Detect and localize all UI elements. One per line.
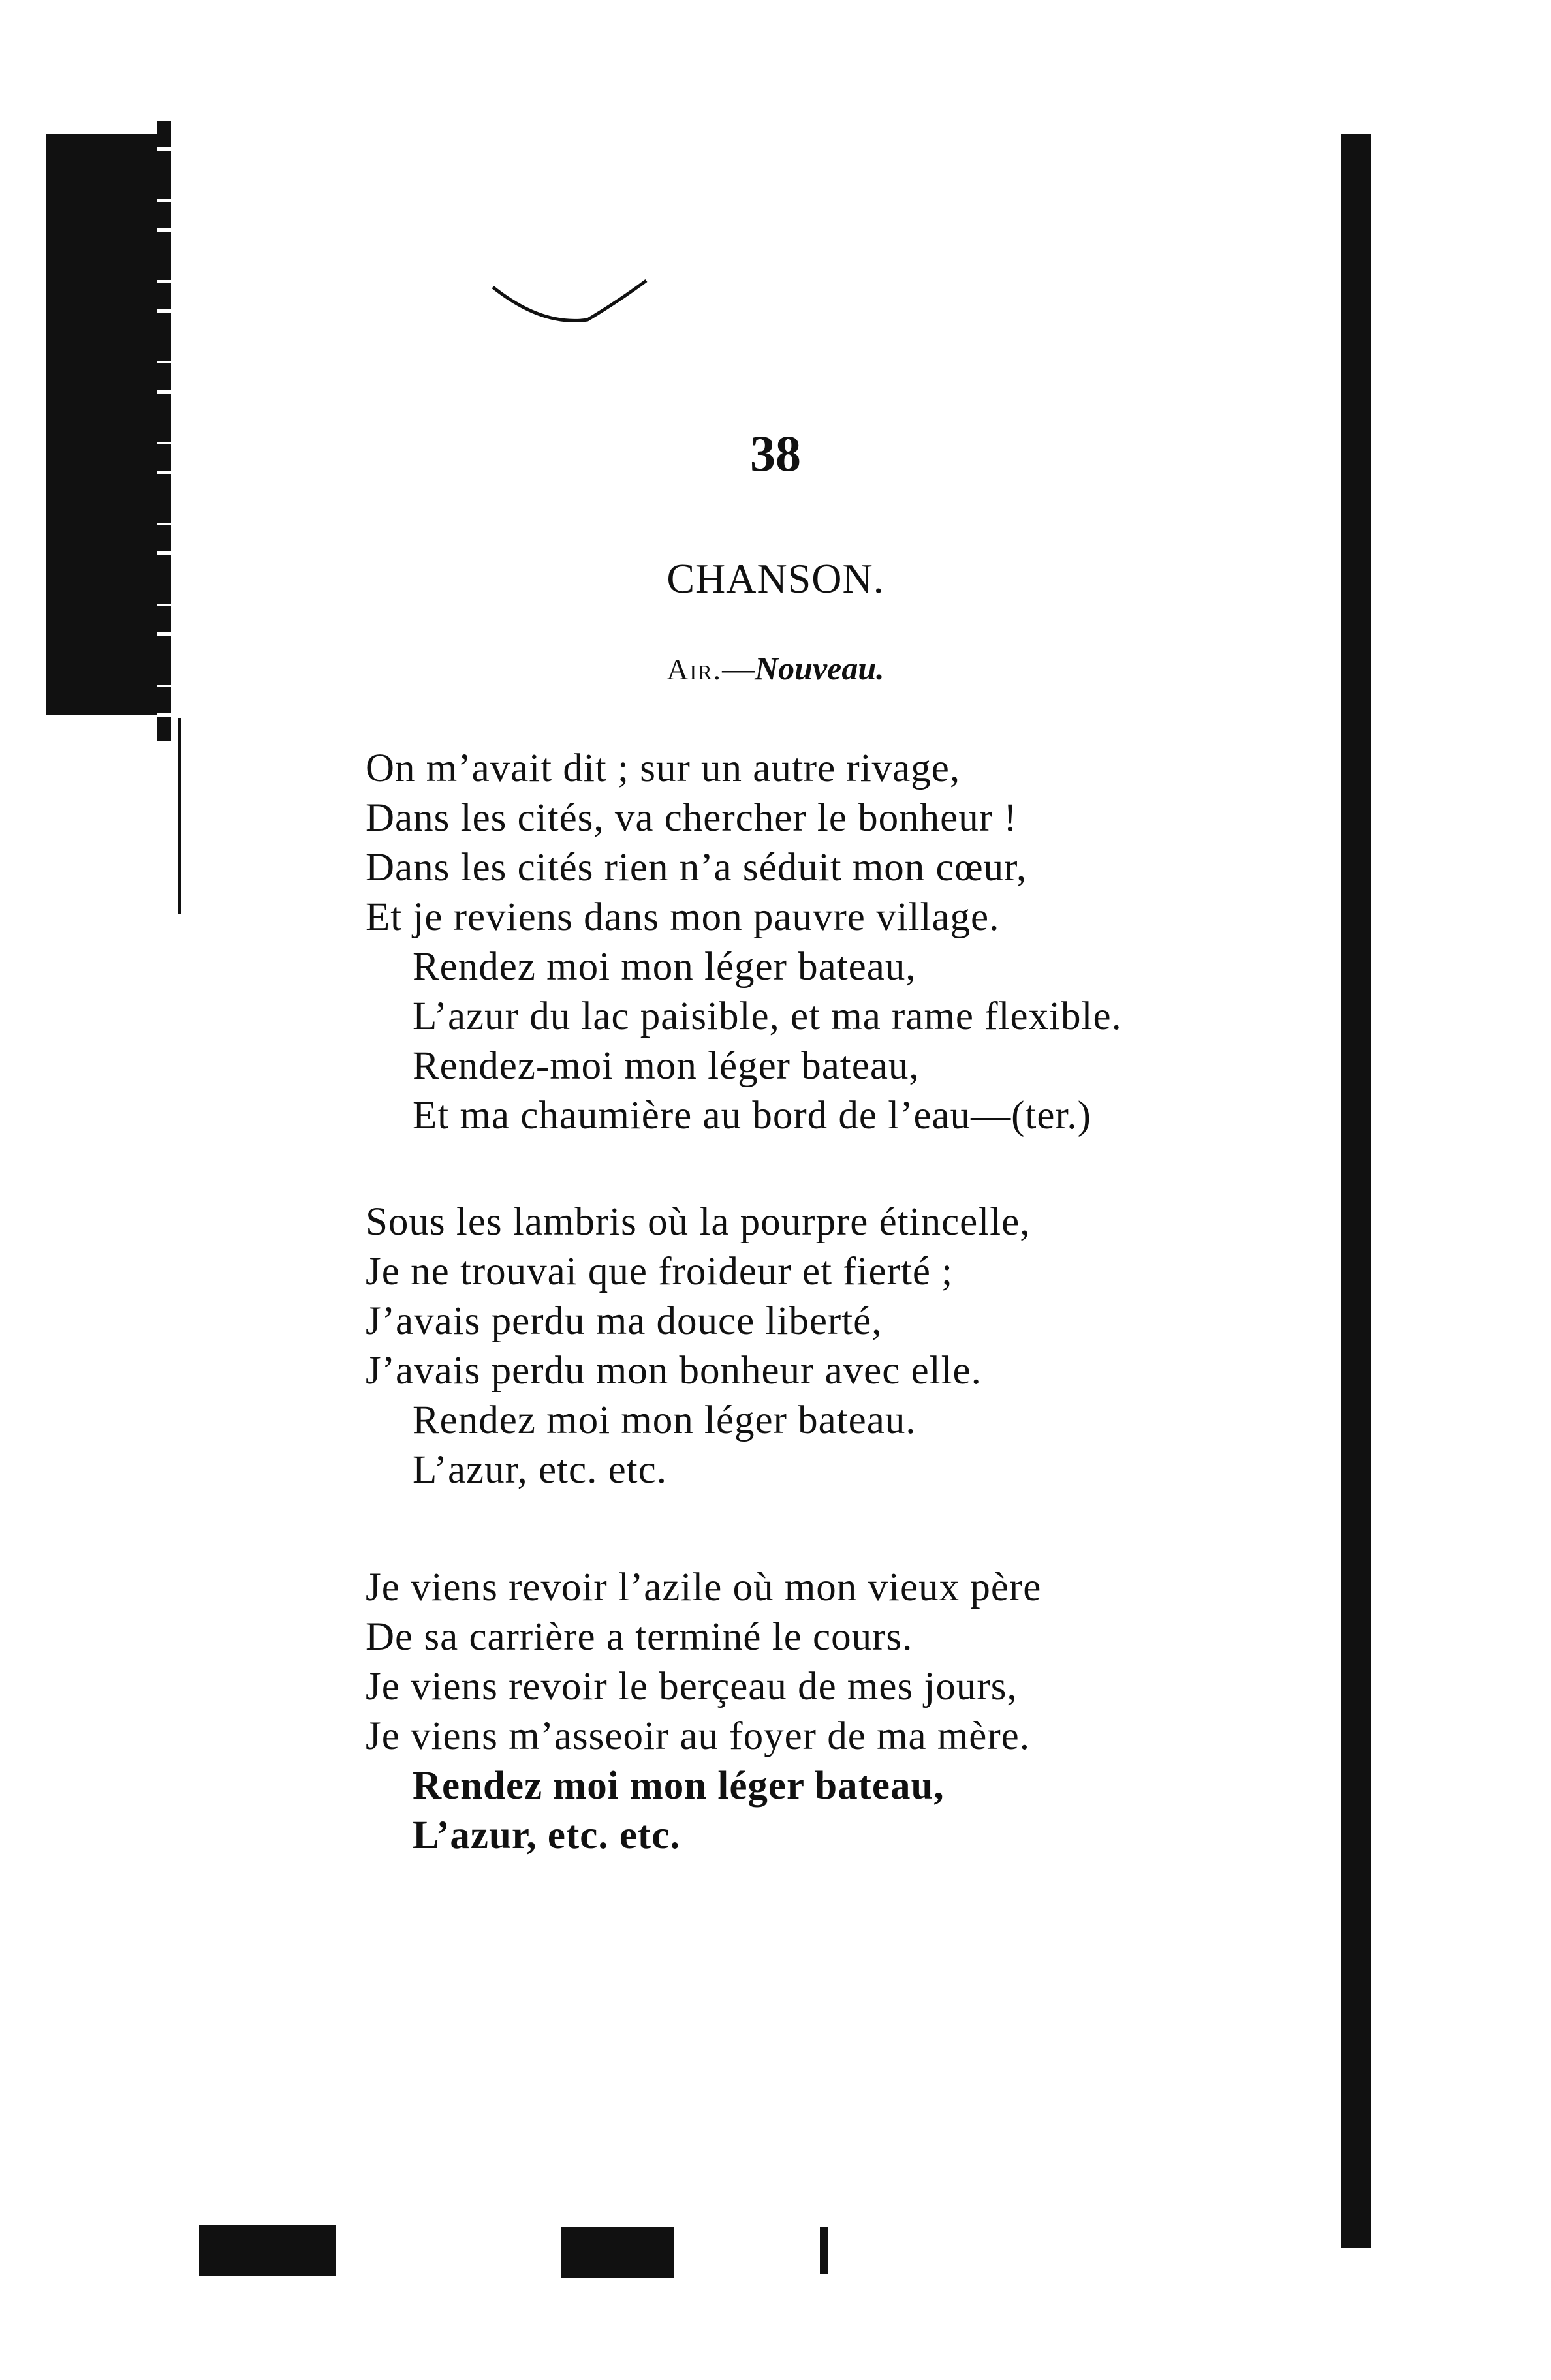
refrain-line: Et ma chaumière au bord de l’eau—(ter.) xyxy=(413,1094,1091,1137)
stanza xyxy=(366,1198,1319,1495)
verse-line: Je ne trouvai que froideur et fierté ; xyxy=(366,1250,954,1293)
verse-line: Et je reviens dans mon pauvre village. xyxy=(366,895,1000,939)
verse-line: Sous les lambris où la pourpre étincelle, xyxy=(366,1200,1031,1244)
page-number: 38 xyxy=(750,425,801,482)
air-subtitle xyxy=(0,649,1551,687)
pencil-mark xyxy=(490,271,653,336)
binding-line-left xyxy=(178,718,181,914)
verse-line: Je viens revoir le berçeau de mes jours, xyxy=(366,1665,1018,1708)
refrain-line: L’azur du lac paisible, et ma rame flexible. xyxy=(413,995,1122,1038)
air-label: Air. xyxy=(666,653,723,686)
ink-mark xyxy=(820,2227,828,2274)
refrain-line: L’azur, etc. etc. xyxy=(413,1448,667,1492)
verse-line: De sa carrière a terminé le cours. xyxy=(366,1615,913,1659)
stanza xyxy=(366,1563,1319,1861)
refrain-line: Rendez moi mon léger bateau, xyxy=(413,1764,945,1808)
ink-blot xyxy=(561,2227,674,2278)
ink-blot xyxy=(199,2225,336,2276)
verse-line: Je viens m’asseoir au foyer de ma mère. xyxy=(366,1714,1031,1758)
refrain-line: Rendez moi mon léger bateau. xyxy=(413,1399,916,1442)
air-dash: — xyxy=(722,650,755,687)
refrain-line: Rendez-moi mon léger bateau, xyxy=(413,1044,920,1088)
poem-title: CHANSON. xyxy=(666,555,885,602)
verse-line: Dans les cités rien n’a séduit mon cœur, xyxy=(366,846,1027,889)
verse-line: On m’avait dit ; sur un autre rivage, xyxy=(366,747,961,790)
verse-line: J’avais perdu mon bonheur avec elle. xyxy=(366,1349,982,1393)
verse-line: Je viens revoir l’azile où mon vieux père xyxy=(366,1566,1042,1609)
refrain-line: L’azur, etc. etc. xyxy=(413,1814,681,1857)
verse-line: Dans les cités, va chercher le bonheur ! xyxy=(366,796,1018,840)
refrain-line: Rendez moi mon léger bateau, xyxy=(413,945,916,989)
stanza xyxy=(366,744,1319,1141)
verse-line: J’avais perdu ma douce liberté, xyxy=(366,1299,883,1343)
air-value: Nouveau. xyxy=(755,650,885,687)
